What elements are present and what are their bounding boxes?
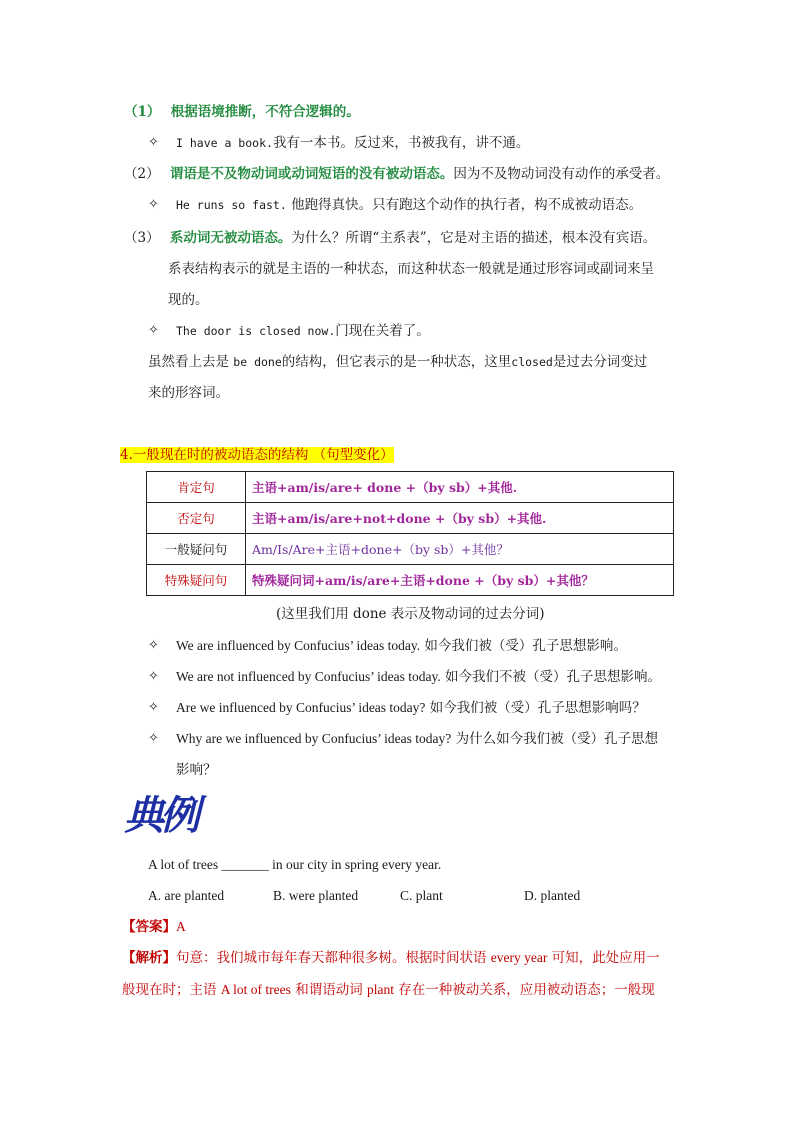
example-3-en: Are we influenced by Confucius’ ideas today? <box>176 700 426 715</box>
rule-2-title: 谓语是不及物动词或动词短语的没有被动语态。 <box>169 166 454 182</box>
option-d: D. planted <box>524 888 581 903</box>
rule-3-note-text-c: 是过去分词变过 <box>552 354 648 370</box>
rule-1-number: （1） <box>124 104 161 120</box>
rule-2-example-cn: 他跑得真快。只有跑这个动作的执行者，构不成被动语态。 <box>291 197 643 213</box>
analysis-text-1b: every year <box>490 950 548 965</box>
rule-1-example-en: I have a book. <box>176 136 273 150</box>
rule-2-number: （2） <box>124 166 160 182</box>
analysis-line-1 <box>122 948 660 968</box>
rule-3-note-code-2: closed <box>511 355 553 369</box>
analysis-label: 【解析】 <box>122 950 176 966</box>
analysis-line-2 <box>122 980 655 1000</box>
example-4-cn: 为什么如今我们被（受）孔子思想 <box>455 731 659 747</box>
diamond-bullet-icon: ✧ <box>148 669 159 684</box>
rule-3-note-code-1: be done <box>233 355 282 369</box>
table-row-label: 特殊疑问句 <box>147 565 246 596</box>
table-row-formula: 特殊疑问词+am/is/are+主语+done +（by sb）+其他？ <box>246 565 674 596</box>
analysis-text-2b: A lot of trees <box>220 982 291 997</box>
example-3 <box>176 698 646 718</box>
table-row-formula: Am/Is/Are+主语+done+（by sb）+其他？ <box>246 534 674 565</box>
rule-3-title: 系动词无被动语态。 <box>169 230 292 246</box>
rule-3-note-line-1 <box>148 352 647 372</box>
analysis-text-1c: 可知，此处应用一 <box>547 950 660 966</box>
rule-3-note-text-a: 虽然看上去是 <box>148 354 229 370</box>
rule-3-example <box>176 321 430 341</box>
option-a: A. are planted <box>148 888 225 903</box>
passive-structure-table <box>146 471 674 596</box>
rule-1-heading <box>124 102 360 122</box>
question-text: A lot of trees _______ in our city in spring every year. <box>148 857 442 872</box>
option-b: B. were planted <box>273 888 359 903</box>
typical-example-logo: 典例 <box>124 792 196 839</box>
table-row-label: 一般疑问句 <box>147 534 246 565</box>
table-row <box>147 565 674 596</box>
table-row <box>147 472 674 503</box>
rule-3-desc-1: 为什么？所谓“主系表”，它是对主语的描述，根本没有宾语。 <box>291 230 657 246</box>
table-row-label: 否定句 <box>147 503 246 534</box>
example-4 <box>176 729 658 749</box>
rule-1-example <box>176 133 529 153</box>
answer-line <box>122 917 186 937</box>
table-caption: (这里我们用 done 表示及物动词的过去分词) <box>276 606 545 622</box>
example-3-cn: 如今我们被（受）孔子思想影响吗？ <box>429 700 646 716</box>
section-4-heading-text: 4.一般现在时的被动语态的结构 （句型变化） <box>120 447 394 463</box>
example-1-cn: 如今我们被（受）孔子思想影响。 <box>424 638 627 654</box>
example-2-en: We are not influenced by Confucius’ ideas today. <box>176 669 441 684</box>
example-1-en: We are influenced by Confucius’ ideas today. <box>176 638 421 653</box>
table-row <box>147 503 674 534</box>
rule-3-desc-3: 现的。 <box>168 292 209 308</box>
rule-3-note-line-2: 来的形容词。 <box>148 385 229 401</box>
option-c: C. plant <box>400 888 443 903</box>
rule-2-example-en: He runs so fast. <box>176 198 287 212</box>
rule-2-desc: 因为不及物动词没有动作的承受者。 <box>453 166 670 182</box>
rule-3-desc-2: 系表结构表示的就是主语的一种状态，而这种状态一般就是通过形容词或副词来呈 <box>168 261 654 277</box>
rule-1-title: 根据语境推断，不符合逻辑的。 <box>170 104 360 120</box>
rule-3-example-en: The door is closed now. <box>176 324 336 338</box>
table-row-formula: 主语+am/is/are+ done +（by sb）+其他. <box>246 472 674 503</box>
rule-2-example <box>176 195 642 215</box>
example-2-cn: 如今我们不被（受）孔子思想影响。 <box>445 669 661 685</box>
rule-1-example-cn: 我有一本书。反过来，书被我有，讲不通。 <box>272 135 530 151</box>
rule-3-example-cn: 门现在关着了。 <box>335 323 430 339</box>
diamond-bullet-icon: ✧ <box>148 135 159 150</box>
diamond-bullet-icon: ✧ <box>148 731 159 746</box>
example-1 <box>176 636 627 656</box>
analysis-text-2a: 般现在时；主语 <box>122 982 221 998</box>
table-row-label: 肯定句 <box>147 472 246 503</box>
rule-3-heading <box>124 228 656 248</box>
table-row <box>147 534 674 565</box>
answer-value: A <box>176 919 186 934</box>
analysis-text-1a: 句意：我们城市每年春天都种很多树。根据时间状语 <box>176 950 491 966</box>
analysis-text-2e: 存在一种被动关系，应用被动语态；一般现 <box>394 982 655 998</box>
section-4-heading <box>120 445 394 465</box>
analysis-text-2d: plant <box>367 982 395 997</box>
rule-2-heading <box>124 164 669 184</box>
diamond-bullet-icon: ✧ <box>148 638 159 653</box>
table-row-formula: 主语+am/is/are+not+done +（by sb）+其他. <box>246 503 674 534</box>
diamond-bullet-icon: ✧ <box>148 197 159 212</box>
diamond-bullet-icon: ✧ <box>148 700 159 715</box>
example-2 <box>176 667 661 687</box>
diamond-bullet-icon: ✧ <box>148 323 159 338</box>
rule-3-note-text-b: 的结构，但它表示的是一种状态，这里 <box>281 354 512 370</box>
answer-label: 【答案】 <box>122 919 176 935</box>
rule-3-number: （3） <box>124 230 160 246</box>
analysis-text-2c: 和谓语动词 <box>290 982 368 998</box>
example-4-en: Why are we influenced by Confucius’ ideas today? <box>176 731 452 746</box>
example-4-cn-cont: 影响？ <box>176 762 217 778</box>
